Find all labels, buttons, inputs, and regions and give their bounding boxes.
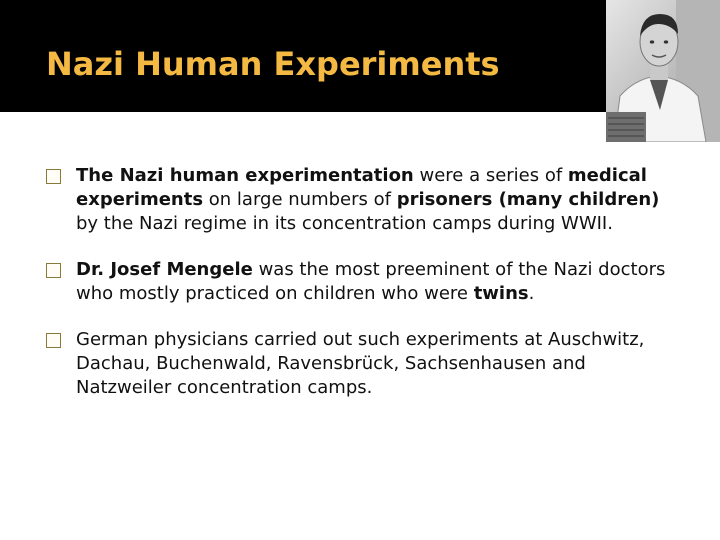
text-segment: .: [528, 283, 535, 304]
portrait-photo-graphic: [606, 0, 720, 142]
bullet-list: [46, 164, 686, 422]
bold-text-segment: Dr. Josef Mengele: [76, 259, 253, 280]
bullet-text: [76, 258, 686, 306]
bullet-text: [76, 164, 686, 236]
bold-text-segment: twins: [473, 283, 529, 304]
text-segment: was the most preeminent of the Nazi doctors who mostly practiced on children who were: [76, 259, 666, 304]
slide-title: Nazi Human Experiments: [46, 45, 500, 83]
text-segment: by the Nazi regime in its concentration camps during WWII.: [76, 213, 613, 234]
bullet-item: [46, 258, 686, 306]
bullet-item: [46, 328, 686, 400]
square-bullet-icon: [46, 263, 61, 278]
text-segment: were a series of: [413, 165, 568, 186]
text-segment: on large numbers of: [203, 189, 397, 210]
bold-text-segment: prisoners (many children): [396, 189, 660, 210]
square-bullet-icon: [46, 169, 61, 184]
square-bullet-icon: [46, 333, 61, 348]
text-segment: German physicians carried out such experiments at Auschwitz, Dachau, Buchenwald, Ravensbrück, Sachsenhausen and Natzweiler concentration camps.: [76, 329, 645, 398]
bold-text-segment: medical experiments: [76, 165, 647, 210]
bullet-item: [46, 164, 686, 236]
portrait-photo-icon: [606, 0, 720, 142]
title-bar: [0, 0, 606, 112]
bold-text-segment: The Nazi human experimentation: [76, 165, 414, 186]
bullet-text: [76, 328, 686, 400]
